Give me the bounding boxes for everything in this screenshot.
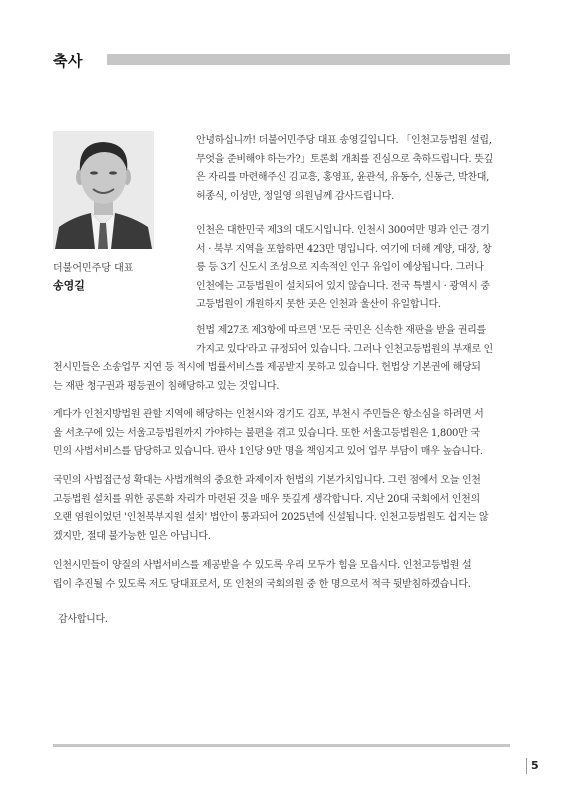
footer-bar [53,744,510,747]
portrait-photo [53,131,154,249]
text-line: 안녕하십니까! 더불어민주당 대표 송영길입니다. 「인천고등법원 설립, [196,135,492,146]
text-line: 허종식, 이성만, 정일영 의원님께 감사드립니다. [196,190,394,202]
text-line: 인천은 대한민국 제3의 대도시입니다. 인천시 300여만 명과 인근 경기 [196,225,490,236]
text-line: 고등법원 설치를 위한 공론화 자리가 마련된 것을 매우 뜻깊게 생각합니다. 지난 20대 국회에서 인천의 [53,493,480,505]
paragraph-6 [53,557,510,594]
text-line: 가지고 있다'라고 규정되어 있습니다. 그러나 인천고등법원의 부재로 인 [196,343,493,355]
paragraph-3-tail [53,359,510,396]
text-line: 고등법원이 개원하지 못한 곳은 인천과 울산이 유일합니다. [196,299,441,310]
text-line: 국민의 사법접근성 확대는 사법개혁의 중요한 과제이자 헌법의 기본가치입니다. 그런 점에서 오늘 인천 [53,475,481,486]
portrait-image [53,131,154,249]
text-line: 울 서초구에 있는 서울고등법원까지 가야하는 불편을 겪고 있습니다. 또한 서울고등법원은 1,800만 국 [53,427,480,439]
text-line: 겠지만, 절대 불가능한 일은 아닙니다. [53,530,211,542]
text-line: 무엇을 준비해야 하는가?」토론회 개최를 진심으로 축하드립니다. 뜻깊 [196,153,493,165]
text-line: 는 재판 청구권과 평등권이 침해당하고 있는 것입니다. [53,380,280,392]
paragraph-1 [196,132,510,206]
text-line: 감사합니다. [58,614,108,625]
caption-role: 더불어민주당 대표 [53,263,134,274]
text-line: 인천시민들이 양질의 사법서비스를 제공받을 수 있도록 우리 모두가 힘을 모읍시다. 인천고등법원 설 [53,560,472,571]
closing-line [53,611,515,630]
text-line: 릉 등 3기 신도시 조성으로 지속적인 인구 유입이 예상됩니다. 그러나 [196,262,484,273]
paragraph-3-head [196,322,510,359]
text-line: 인천에는 고등법원이 설치되어 있지 않습니다. 전국 특별시 · 광역시 중 [196,280,490,292]
text-line: 민의 사법서비스를 담당하고 있습니다. 판사 1인당 9만 명을 책임지고 있어 업무 부담이 매우 높습니다. [53,446,483,457]
page-number: 5 [526,758,539,774]
caption-name: 송영길 [53,279,85,292]
text-line: 게다가 인천지방법원 관할 지역에 해당하는 인천시와 경기도 김포, 부천시 주민들은 항소심을 하려면 서 [53,409,484,420]
text-line: 립이 추진될 수 있도록 저도 당대표로서, 또 인천의 국회의원 중 한 명으로서 적극 뒷받침하겠습니다. [53,578,471,590]
text-line: 서 · 북부 지역을 포함하면 423만 명입니다. 여기에 더해 계양, 대장, 창 [196,243,492,255]
heading-bar [107,54,510,65]
paragraph-5 [53,472,510,546]
paragraph-2 [196,222,510,315]
text-line: 은 자리를 마련해주신 김교흥, 홍영표, 윤관석, 유동수, 신동근, 박찬대, [196,172,490,183]
section-heading: 축사 [53,52,83,70]
text-line: 헌법 제27조 제3항에 따르면 '모든 국민은 신속한 재판을 받을 권리를 [196,325,486,336]
text-line: 오랜 염원이었던 '인천북부지원 설치' 법안이 통과되어 2025년에 신설됩니다. 인천고등법원도 쉽지는 않 [53,512,489,523]
paragraph-4 [53,406,510,462]
text-line: 천시민들은 소송업무 지연 등 적시에 법률서비스를 제공받지 못하고 있습니다. 헌법상 기본권에 해당되 [53,362,481,373]
